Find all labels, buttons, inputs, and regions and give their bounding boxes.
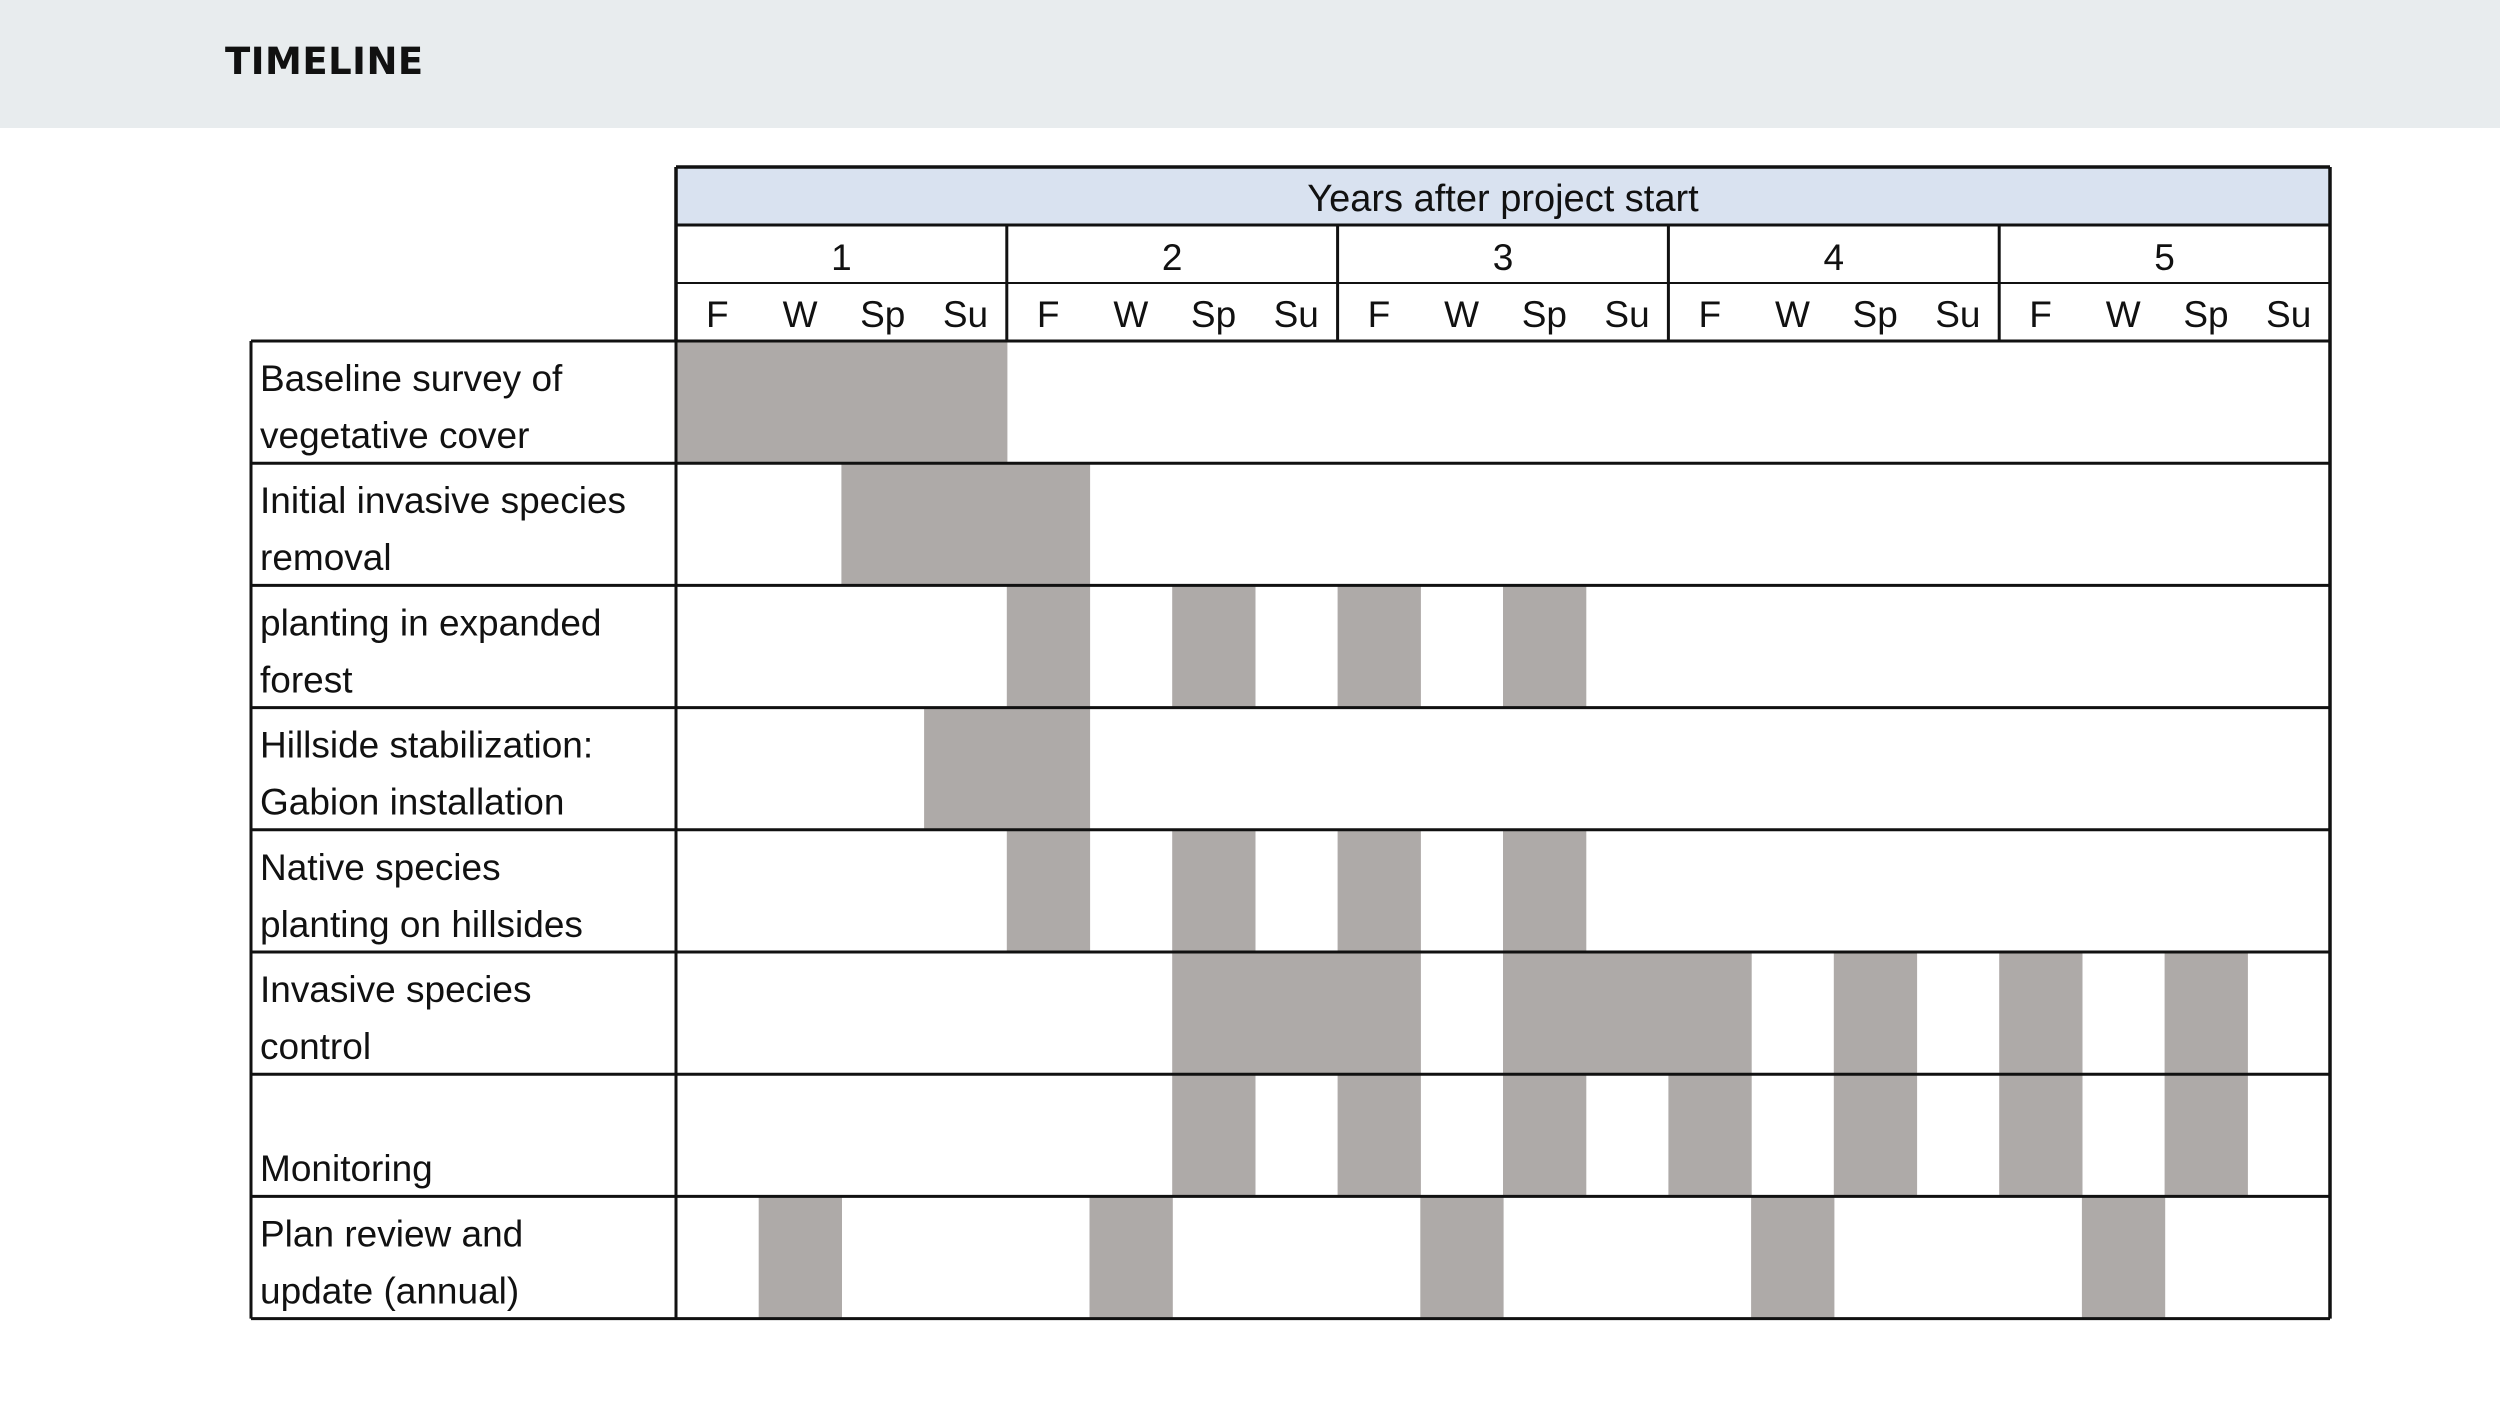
activity-bar — [1338, 1074, 1421, 1196]
activity-bar — [924, 341, 1007, 463]
season-label: Sp — [2183, 294, 2229, 335]
activity-bar — [841, 463, 924, 585]
task-labels — [260, 358, 626, 1311]
season-label: F — [1698, 294, 1722, 335]
task-label-line: forest — [260, 659, 353, 701]
activity-bar — [1172, 830, 1255, 952]
years-header-text: Years after project start — [1307, 178, 1699, 220]
activity-bar — [2082, 1196, 2165, 1318]
season-label: W — [1113, 294, 1149, 335]
task-label — [260, 725, 593, 823]
activity-bar — [1172, 585, 1255, 707]
year-label: 3 — [1492, 237, 1514, 278]
season-label: W — [1444, 294, 1480, 335]
activity-bar — [1420, 1196, 1503, 1318]
activity-bar — [1668, 1074, 1751, 1196]
task-label — [260, 1148, 433, 1189]
task-label — [260, 480, 626, 578]
activity-bar — [1007, 585, 1090, 707]
season-label: Su — [1273, 294, 1319, 335]
activity-bar — [1338, 952, 1421, 1074]
activity-bar — [1751, 1196, 1834, 1318]
task-label-line: update (annual) — [260, 1270, 520, 1312]
activity-bar — [1503, 830, 1586, 952]
season-label: Su — [1935, 294, 1981, 335]
task-label — [260, 602, 602, 700]
year-label: 1 — [831, 237, 852, 278]
activity-bar — [841, 341, 924, 463]
activity-bar — [1007, 708, 1090, 830]
task-label-line: planting on hillsides — [260, 903, 583, 945]
activity-bar — [2165, 1074, 2248, 1196]
task-label-line: Plan review and — [260, 1213, 524, 1255]
season-label: W — [1774, 294, 1810, 335]
task-label-line: Initial invasive species — [260, 480, 627, 522]
task-label-line: Monitoring — [260, 1148, 433, 1190]
activity-bar — [1503, 1074, 1586, 1196]
season-label: Su — [2266, 294, 2312, 335]
task-label — [260, 847, 583, 945]
season-label: F — [1036, 294, 1060, 335]
activity-bar — [1007, 463, 1090, 585]
task-label-line: Native species — [260, 846, 501, 888]
activity-bar — [1834, 952, 1917, 1074]
task-label-line: Baseline survey of — [260, 358, 563, 399]
task-label — [260, 969, 531, 1067]
activity-bar — [924, 708, 1007, 830]
year-label: 2 — [1161, 237, 1183, 278]
activity-bar — [1503, 585, 1586, 707]
season-label: Sp — [1190, 294, 1237, 335]
season-label: Su — [1604, 294, 1650, 335]
season-label: F — [2029, 294, 2052, 335]
season-label: W — [2105, 294, 2141, 335]
activity-bar — [1668, 952, 1751, 1074]
year-label: 5 — [2154, 237, 2175, 278]
task-label-line: Gabion installation — [260, 781, 565, 823]
activity-bar — [1999, 1074, 2082, 1196]
season-label: F — [1367, 294, 1391, 335]
activity-bar — [1172, 952, 1255, 1074]
activity-bar — [1999, 952, 2082, 1074]
activity-bar — [1338, 585, 1421, 707]
activity-bar — [1834, 1074, 1917, 1196]
activity-bar — [676, 341, 759, 463]
season-label: Sp — [1852, 294, 1898, 335]
activity-bar — [1338, 830, 1421, 952]
activity-bar — [1255, 952, 1338, 1074]
page-title: TIMELINE — [225, 40, 424, 83]
year-label: 4 — [1823, 237, 1845, 278]
season-label: W — [782, 294, 818, 335]
activity-bar — [759, 1196, 842, 1318]
activity-bar — [924, 463, 1007, 585]
season-label: F — [706, 294, 729, 335]
activity-bar — [1503, 952, 1586, 1074]
season-label: Sp — [860, 294, 906, 335]
task-label — [260, 1213, 523, 1311]
activity-bar — [1090, 1196, 1173, 1318]
season-label: Su — [942, 294, 989, 335]
task-label-line: Invasive species — [260, 969, 532, 1010]
activity-bar — [1007, 830, 1090, 952]
season-label: Sp — [1521, 294, 1567, 335]
activity-bar — [1586, 952, 1669, 1074]
task-label — [260, 358, 563, 456]
header-labels — [706, 237, 2311, 335]
task-label-line: control — [260, 1026, 372, 1067]
task-label-line: vegetative cover — [260, 415, 530, 456]
activity-bar — [2165, 952, 2248, 1074]
activity-bar — [1172, 1074, 1255, 1196]
task-label-line: planting in expanded — [260, 602, 602, 644]
activity-bar — [759, 341, 842, 463]
task-label-line: Hillside stabilization: — [260, 724, 594, 766]
task-label-line: removal — [260, 537, 392, 579]
